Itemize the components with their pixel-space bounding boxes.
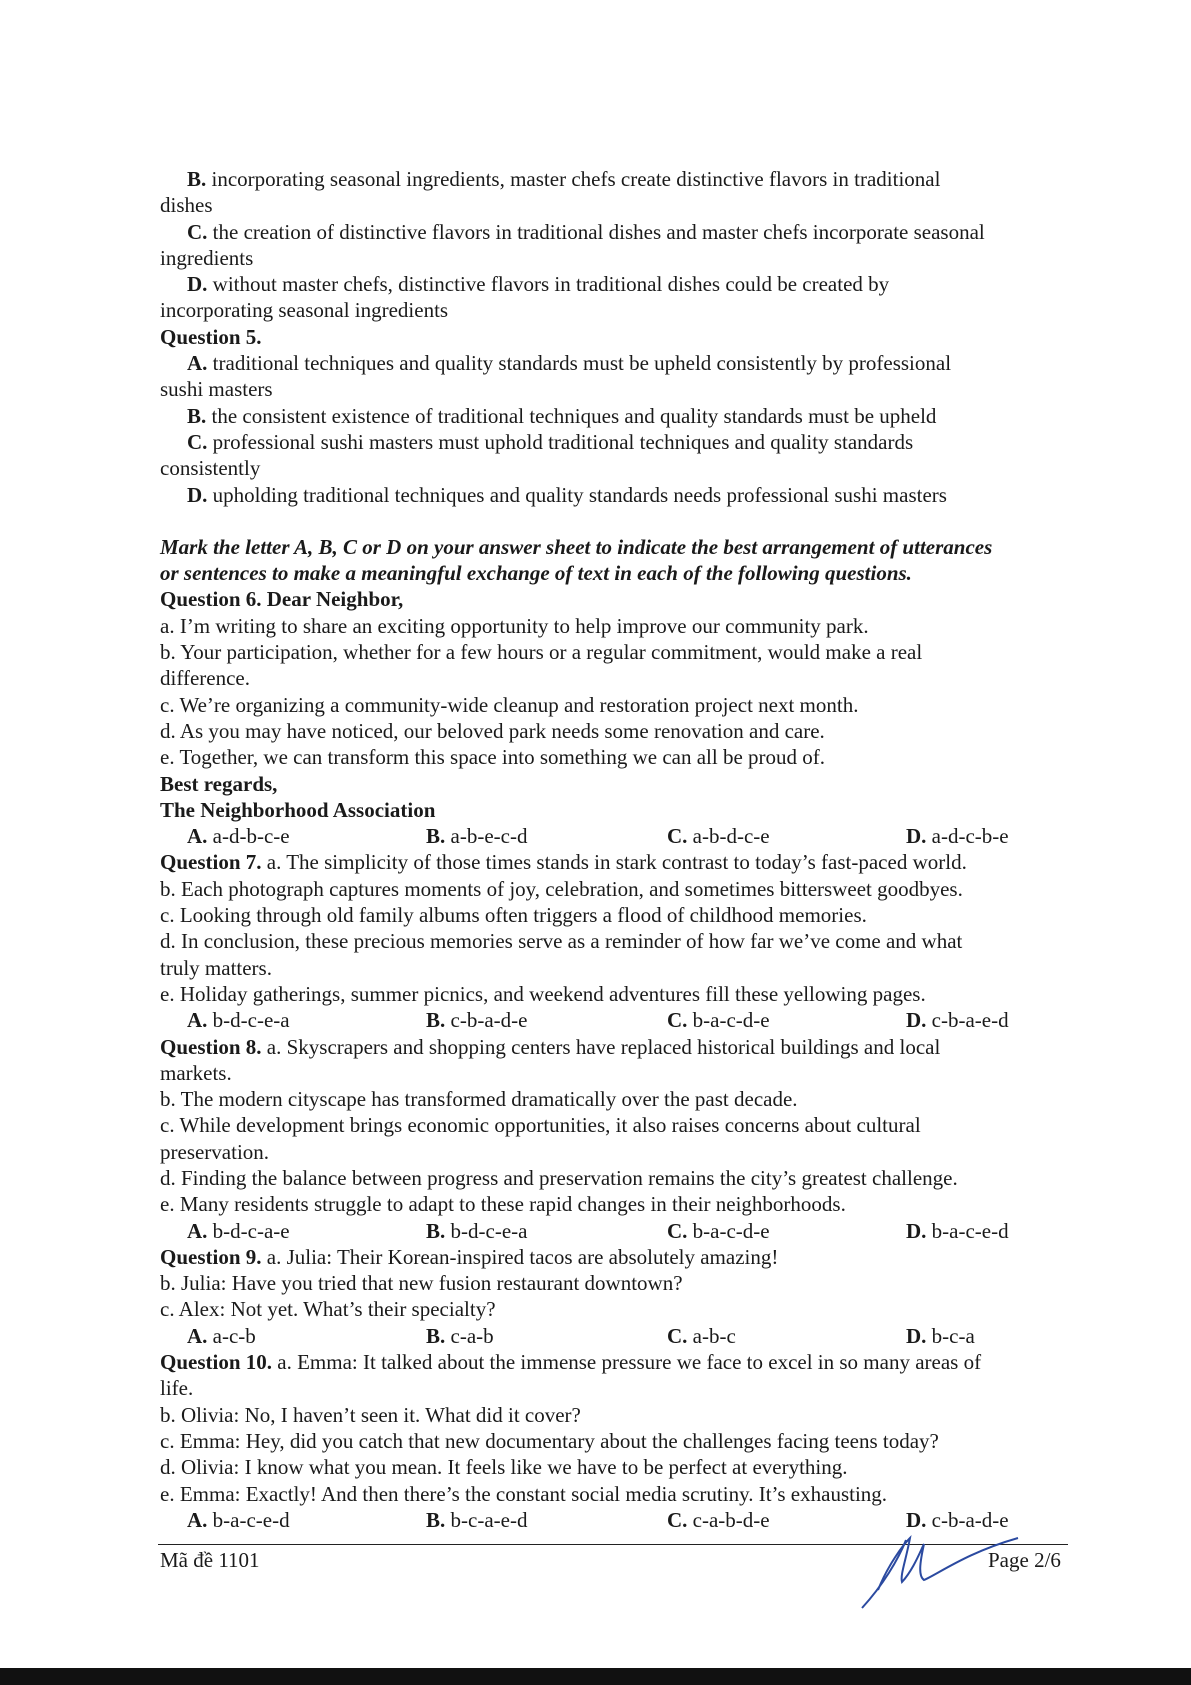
q6-option-a: A. a-d-b-c-e xyxy=(187,824,290,849)
q7-item-a: Question 7. a. The simplicity of those times stands in stark contrast to today’s fast-paced world. xyxy=(160,850,967,875)
q9-item-b: b. Julia: Have you tried that new fusion restaurant downtown? xyxy=(160,1271,683,1296)
q8-option-a: A. b-d-c-a-e xyxy=(187,1218,290,1243)
q6-closing: Best regards, xyxy=(160,771,278,796)
q4-option-b: B. incorporating seasonal ingredients, master chefs create distinctive flavors in traditional xyxy=(187,167,941,191)
q4-option-d: D. without master chefs, distinctive flavors in traditional dishes could be created by xyxy=(187,272,890,297)
q7-item-e: e. Holiday gatherings, summer picnics, and weekend adventures fill these yellowing pages. xyxy=(160,981,926,1006)
q4-option-b-cont: dishes xyxy=(160,193,213,218)
q7-item-d-cont: truly matters. xyxy=(160,955,272,980)
q4-option-d-cont: incorporating seasonal ingredients xyxy=(160,298,449,323)
q8-item-e: e. Many residents struggle to adapt to these rapid changes in their neighborhoods. xyxy=(160,1192,846,1217)
spacer xyxy=(160,508,1072,534)
page-number: Page 2/6 xyxy=(988,1548,1061,1572)
q9-item-c: c. Alex: Not yet. What’s their specialty? xyxy=(160,1297,496,1322)
q6-option-b: B. a-b-e-c-d xyxy=(426,824,528,849)
q6-title: Question 6. Dear Neighbor, xyxy=(160,587,404,612)
q7-item-c: c. Looking through old family albums often triggers a flood of childhood memories. xyxy=(160,903,867,928)
q10-item-e: e. Emma: Exactly! And then there’s the constant social media scrutiny. It’s exhausting. xyxy=(160,1481,888,1506)
q10-option-a: A. b-a-c-e-d xyxy=(187,1507,290,1532)
q7-options xyxy=(160,1007,1072,1033)
scan-edge xyxy=(0,1668,1191,1685)
q10-item-b: b. Olivia: No, I haven’t seen it. What did it cover? xyxy=(160,1402,581,1427)
q9-option-c: C. a-b-c xyxy=(667,1323,736,1348)
q9-option-d: D. b-c-a xyxy=(906,1323,975,1348)
q8-item-b: b. The modern cityscape has transformed dramatically over the past decade. xyxy=(160,1087,798,1112)
q9-item-a: Question 9. a. Julia: Their Korean-inspired tacos are absolutely amazing! xyxy=(160,1244,779,1269)
q5-option-c-cont: consistently xyxy=(160,456,261,481)
instruction-line-2: or sentences to make a meaningful exchange of text in each of the following questions. xyxy=(160,561,912,586)
q10-option-b: B. b-c-a-e-d xyxy=(426,1507,528,1532)
q6-item-a: a. I’m writing to share an exciting opportunity to help improve our community park. xyxy=(160,613,869,638)
q9-option-b: B. c-a-b xyxy=(426,1323,494,1348)
q8-option-d: D. b-a-c-e-d xyxy=(906,1218,1009,1243)
q5-option-a-cont: sushi masters xyxy=(160,377,273,402)
q5-title: Question 5. xyxy=(160,324,262,349)
q8-item-a: Question 8. a. Skyscrapers and shopping centers have replaced historical buildings and local xyxy=(160,1034,941,1059)
q7-option-a: A. b-d-c-e-a xyxy=(187,1008,290,1033)
q4-option-c: C. the creation of distinctive flavors in traditional dishes and master chefs incorporate seasonal xyxy=(187,219,985,244)
q7-item-b: b. Each photograph captures moments of joy, celebration, and sometimes bittersweet goodbyes. xyxy=(160,876,963,901)
q5-option-d: D. upholding traditional techniques and quality standards needs professional sushi masters xyxy=(187,482,947,507)
q5-option-c: C. professional sushi masters must uphold traditional techniques and quality standards xyxy=(187,429,914,454)
q10-item-d: d. Olivia: I know what you mean. It feels like we have to be perfect at everything. xyxy=(160,1455,848,1480)
exam-page xyxy=(160,166,1072,1533)
q6-item-b-cont: difference. xyxy=(160,666,250,691)
q10-item-a: Question 10. a. Emma: It talked about the immense pressure we face to excel in so many areas of xyxy=(160,1350,982,1375)
q6-item-e: e. Together, we can transform this space into something we can all be proud of. xyxy=(160,745,826,770)
q6-item-b: b. Your participation, whether for a few hours or a regular commitment, would make a real xyxy=(160,640,923,665)
q9-option-a: A. a-c-b xyxy=(187,1323,256,1348)
q6-item-d: d. As you may have noticed, our beloved park needs some renovation and care. xyxy=(160,718,825,743)
q8-item-c: c. While development brings economic opportunities, it also raises concerns about cultural xyxy=(160,1113,921,1138)
q8-options xyxy=(160,1218,1072,1244)
q5-option-b: B. the consistent existence of traditional techniques and quality standards must be upheld xyxy=(187,403,937,428)
q7-option-b: B. c-b-a-d-e xyxy=(426,1008,528,1033)
q6-item-c: c. We’re organizing a community-wide cleanup and restoration project next month. xyxy=(160,692,859,717)
q6-options xyxy=(160,823,1072,849)
q8-item-a-cont: markets. xyxy=(160,1060,232,1085)
q4-option-c-cont: ingredients xyxy=(160,245,254,270)
q8-item-d: d. Finding the balance between progress and preservation remains the city’s greatest challenge. xyxy=(160,1165,958,1190)
q8-item-c-cont: preservation. xyxy=(160,1139,270,1164)
exam-code: Mã đề 1101 xyxy=(160,1548,260,1572)
q10-item-a-cont: life. xyxy=(160,1376,194,1401)
q6-sender: The Neighborhood Association xyxy=(160,797,436,822)
q7-item-d: d. In conclusion, these precious memories serve as a reminder of how far we’ve come and what xyxy=(160,929,963,954)
q7-option-d: D. c-b-a-e-d xyxy=(906,1008,1009,1033)
q7-option-c: C. b-a-c-d-e xyxy=(667,1008,770,1033)
instruction-line-1: Mark the letter A, B, C or D on your answer sheet to indicate the best arrangement of utterances xyxy=(160,534,993,559)
q10-option-d: D. c-b-a-d-e xyxy=(906,1507,1009,1532)
q10-option-c: C. c-a-b-d-e xyxy=(667,1507,770,1532)
q6-option-c: C. a-b-d-c-e xyxy=(667,824,770,849)
q8-option-c: C. b-a-c-d-e xyxy=(667,1218,770,1243)
q6-option-d: D. a-d-c-b-e xyxy=(906,824,1009,849)
q9-options xyxy=(160,1323,1072,1349)
q10-item-c: c. Emma: Hey, did you catch that new documentary about the challenges facing teens today? xyxy=(160,1428,939,1453)
q8-option-b: B. b-d-c-e-a xyxy=(426,1218,528,1243)
q5-option-a: A. traditional techniques and quality standards must be upheld consistently by professional xyxy=(187,351,952,376)
